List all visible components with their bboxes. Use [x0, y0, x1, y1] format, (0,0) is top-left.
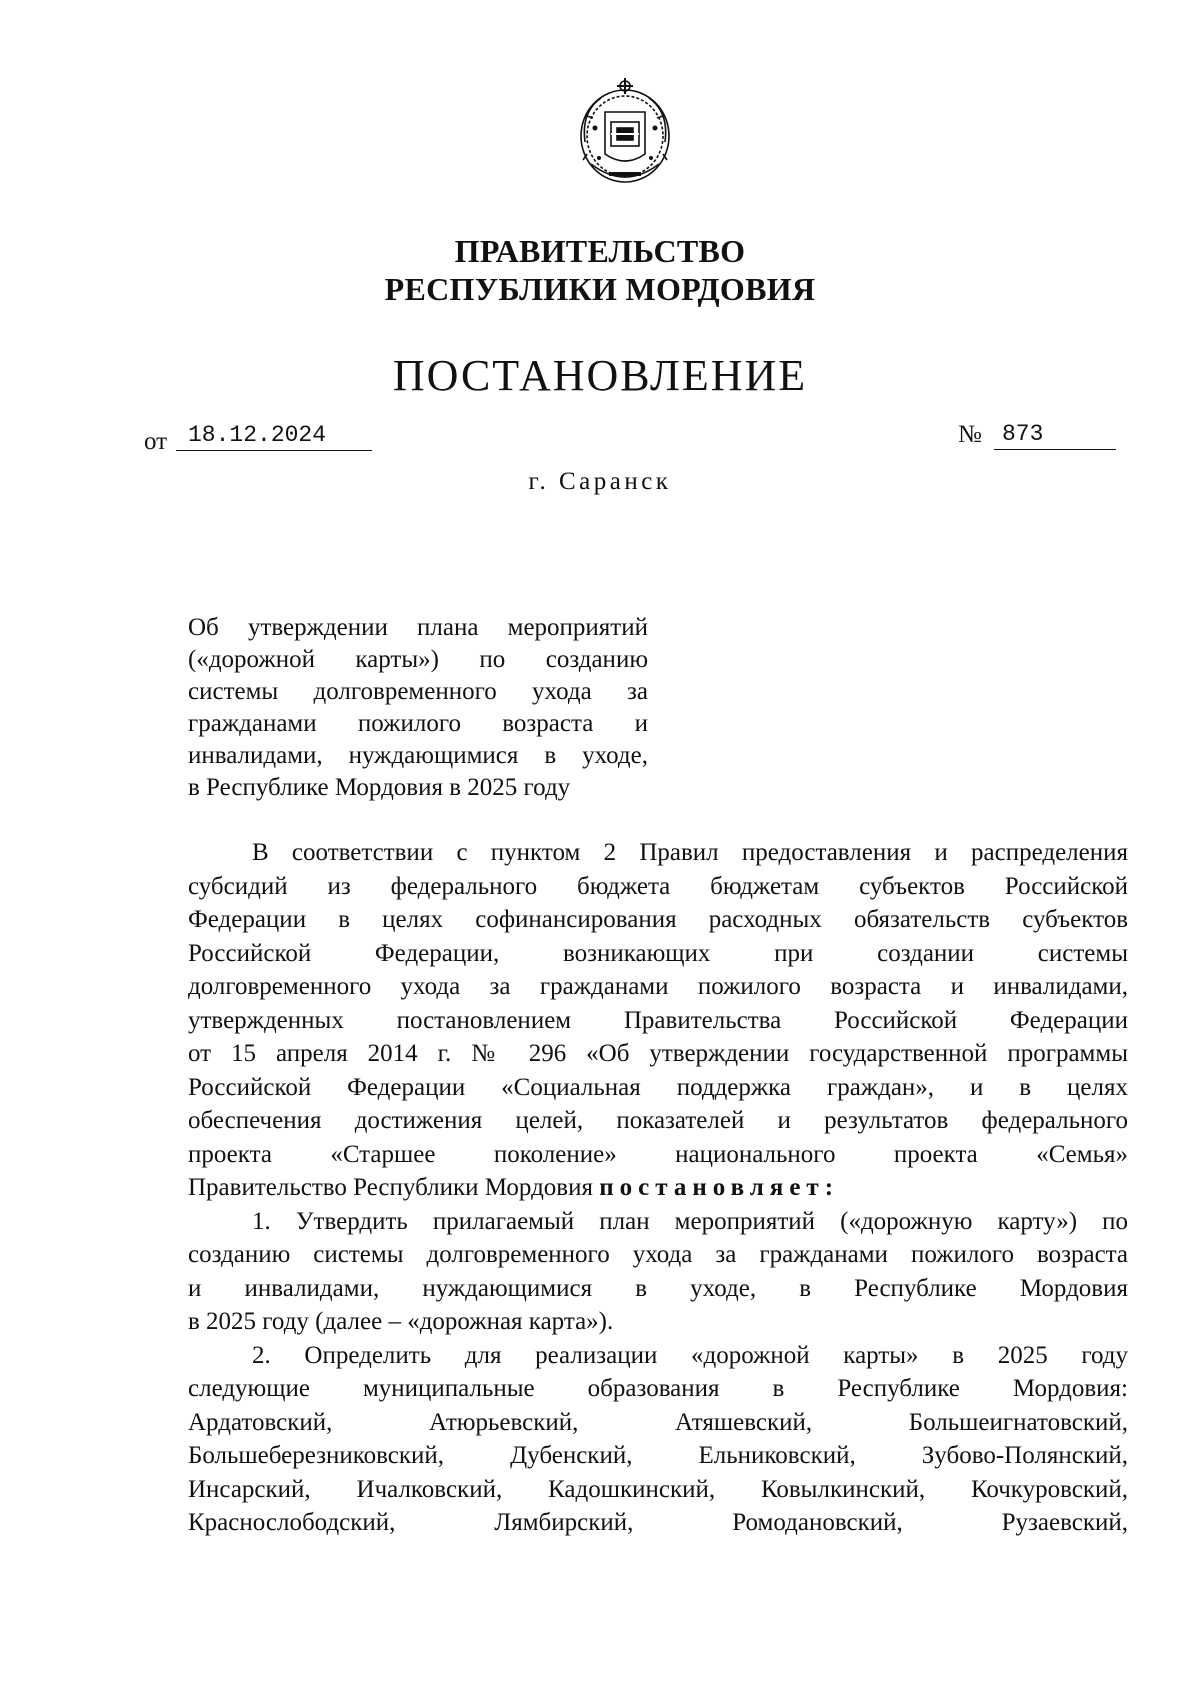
document-body: [188, 836, 1128, 1540]
city-name: г. Саранск: [528, 468, 672, 495]
subject-line: инвалидами, нуждающимися в уходе,: [188, 742, 648, 769]
body-line: 2. Определить для реализации «дорожной карты» в 2025 году: [252, 1341, 1128, 1369]
body-line: долговременного ухода за гражданами пожилого возраста и инвалидами,: [188, 973, 1128, 1000]
subject-line: Об утверждении плана мероприятий: [188, 614, 648, 641]
document-type-title: ПОСТАНОВЛЕНИЕ: [392, 351, 808, 400]
decree-word: постановляет:: [599, 1174, 840, 1201]
document-subject: [188, 612, 648, 804]
document-date: 18.12.2024: [176, 420, 372, 451]
body-line: Федерации в целях софинансирования расходных обязательств субъектов: [188, 906, 1128, 933]
body-line: 1. Утвердить прилагаемый план мероприятий («дорожную карту») по: [252, 1207, 1128, 1235]
body-line: обеспечения достижения целей, показателей и результатов федерального: [188, 1107, 1128, 1134]
document-number: 873: [994, 419, 1116, 450]
body-line: в 2025 году (далее – «дорожная карта»).: [188, 1308, 614, 1335]
subject-line: («дорожной карты») по созданию: [188, 646, 648, 673]
body-line: и инвалидами, нуждающимися в уходе, в Республике Мордовия: [188, 1274, 1128, 1302]
subject-line: в Республике Мордовия в 2025 году: [188, 774, 571, 801]
government-name-line1: ПРАВИТЕЛЬСТВО: [454, 233, 746, 269]
number-prefix: №: [958, 421, 982, 448]
date-prefix: от: [144, 428, 168, 455]
body-line: Инсарский, Ичалковский, Кадошкинский, Ковылкинский, Кочкуровский,: [188, 1475, 1128, 1503]
government-name-line2: РЕСПУБЛИКИ МОРДОВИЯ: [384, 271, 816, 307]
body-line: проекта «Старшее поколение» национального проекта «Семья»: [188, 1140, 1128, 1168]
body-line: созданию системы долговременного ухода за гражданами пожилого возраста: [188, 1241, 1128, 1268]
body-line: от 15 апреля 2014 г. № 296 «Об утверждении государственной программы: [188, 1040, 1128, 1067]
subject-line: системы долговременного ухода за: [188, 678, 648, 705]
body-line: Большеберезниковский, Дубенский, Ельниковский, Зубово-Полянский,: [188, 1442, 1128, 1469]
body-line: Ардатовский, Атюрьевский, Атяшевский, Большеигнатовский,: [188, 1408, 1128, 1436]
body-line: субсидий из федерального бюджета бюджетам субъектов Российской: [188, 872, 1128, 900]
body-line: В соответствии с пунктом 2 Правил предоставления и распределения: [252, 839, 1128, 866]
body-line: следующие муниципальные образования в Республике Мордовия:: [188, 1375, 1128, 1402]
body-line: Краснослободский, Лямбирский, Ромодановский, Рузаевский,: [188, 1509, 1128, 1536]
subject-line: гражданами пожилого возраста и: [188, 710, 648, 737]
body-line: утвержденных постановлением Правительства Российской Федерации: [188, 1006, 1128, 1034]
body-line-text: Правительство Республики Мордовия: [188, 1174, 600, 1201]
coat-of-arms-emblem: [565, 72, 685, 192]
body-line: [188, 1171, 1128, 1205]
body-line: Российской Федерации, возникающих при создании системы: [188, 939, 1128, 967]
body-line: Российской Федерации «Социальная поддержка граждан», и в целях: [188, 1073, 1128, 1101]
